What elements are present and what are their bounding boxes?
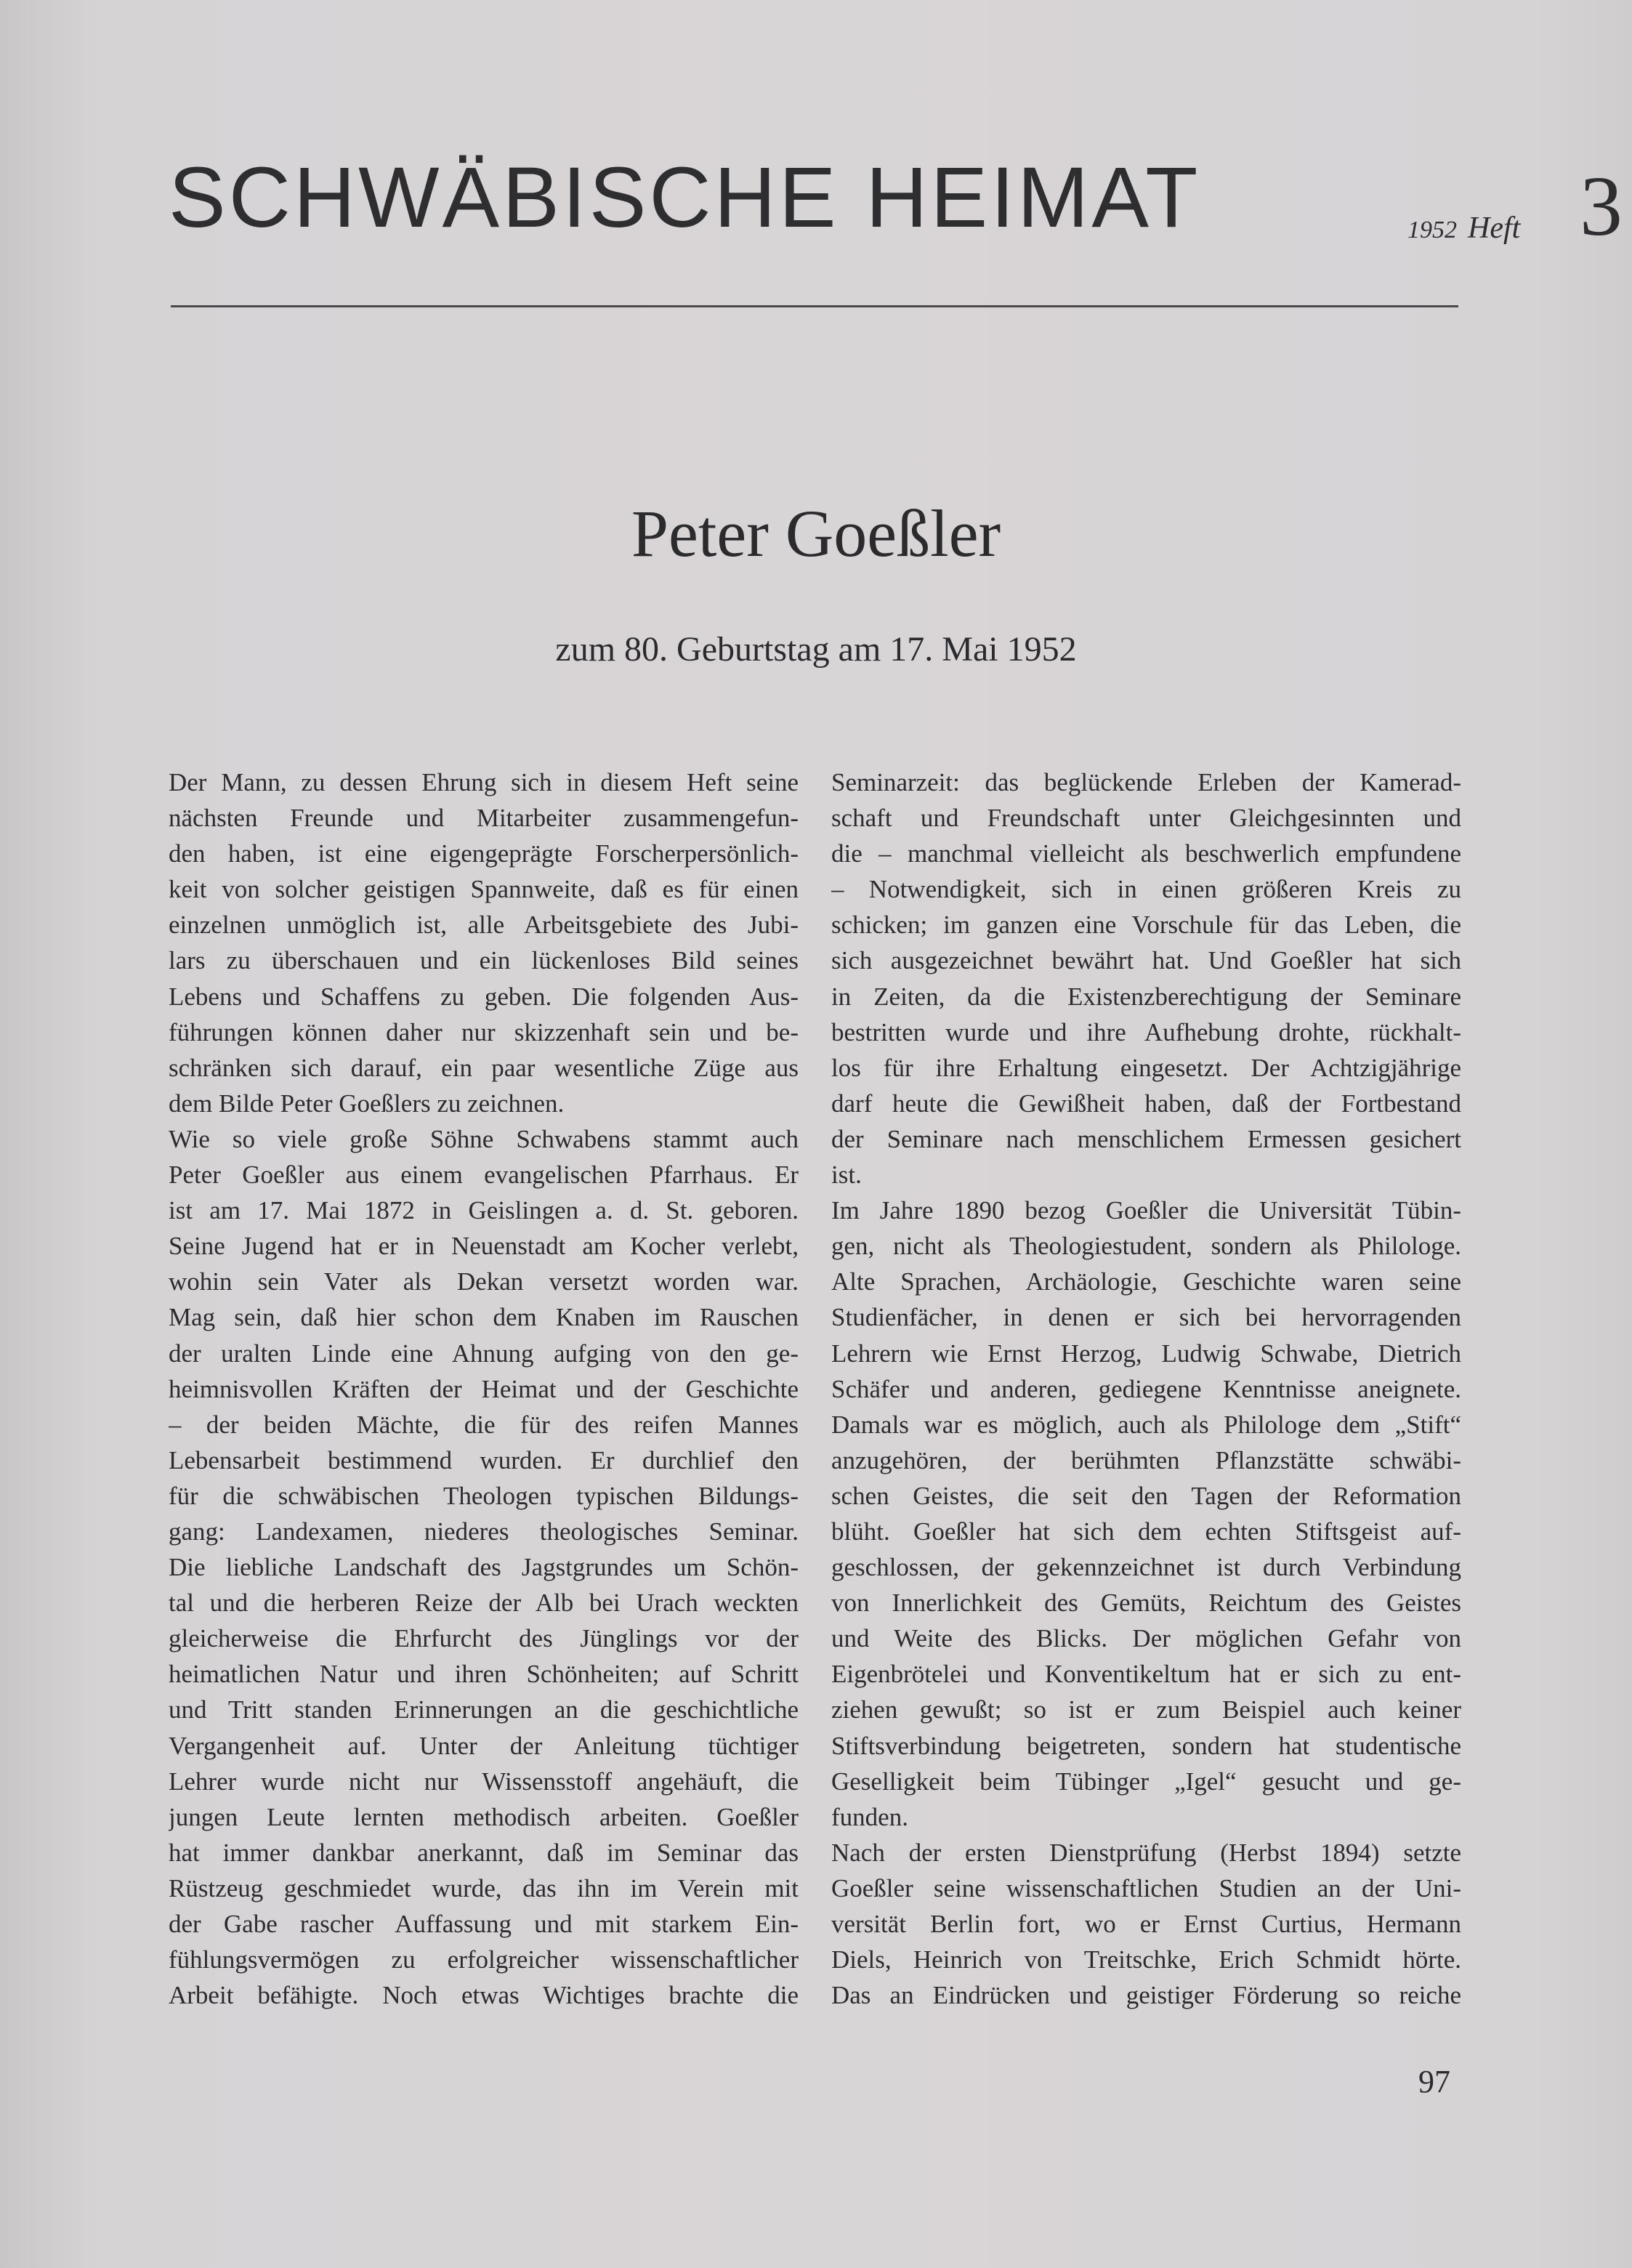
left-column-line: heimnisvollen Kräften der Heimat und der Geschichte [169, 1374, 799, 1403]
right-column-line: Seminarzeit: das beglückende Erleben der Kamerad- [831, 768, 1461, 796]
right-column-line: schen Geistes, die seit den Tagen der Reformation [831, 1481, 1461, 1510]
left-column-line: Vergangenheit auf. Unter der Anleitung tüchtiger [169, 1731, 799, 1760]
right-column-line: Geselligkeit beim Tübinger „Igel“ gesucht und ge- [831, 1767, 1461, 1796]
left-column-line: Arbeit befähigte. Noch etwas Wichtiges brachte die [169, 1981, 799, 2010]
right-column-line: schicken; im ganzen eine Vorschule für das Leben, die [831, 911, 1461, 940]
left-column-line: wohin sein Vater als Dekan versetzt worden war. [169, 1267, 799, 1296]
left-column-line: Lebensarbeit bestimmend wurden. Er durchlief den [169, 1445, 799, 1474]
left-column-line: jungen Leute lernten methodisch arbeiten. Goeßler [169, 1802, 799, 1831]
right-column-line: – Notwendigkeit, sich in einen größeren Kreis zu [831, 875, 1461, 904]
right-column-line: ist. [831, 1161, 862, 1190]
left-column-line: lars zu überschauen und ein lückenloses Bild seines [169, 946, 799, 975]
page-number: 97 [1418, 2064, 1450, 2099]
left-column-line: Der Mann, zu dessen Ehrung sich in diesem Heft seine [169, 768, 799, 796]
right-column-line: Das an Eindrücken und geistiger Förderung so reiche [831, 1981, 1461, 2010]
right-column-line: bestritten wurde und ihre Aufhebung drohte, rückhalt- [831, 1017, 1461, 1046]
masthead [169, 149, 1623, 265]
right-column [831, 764, 1461, 2013]
right-column-line: Studienfächer, in denen er sich bei hervorragenden [831, 1303, 1461, 1332]
left-column-line: gleicherweise die Ehrfurcht des Jünglings vor der [169, 1624, 799, 1653]
right-column-line: schaft und Freundschaft unter Gleichgesinnten und [831, 804, 1461, 833]
left-column-line: Rüstzeug geschmiedet wurde, das ihn im Verein mit [169, 1873, 799, 1902]
right-column-line: los für ihre Erhaltung eingesetzt. Der Achtzigjährige [831, 1053, 1461, 1082]
right-column-line: die – manchmal vielleicht als beschwerlich empfundene [831, 839, 1461, 868]
left-column [169, 764, 799, 2013]
right-column-line: darf heute die Gewißheit haben, daß der Fortbestand [831, 1089, 1461, 1118]
article-subtitle: zum 80. Geburtstag am 17. Mai 1952 [555, 630, 1077, 669]
right-column-line: Goeßler seine wissenschaftlichen Studien an der Uni- [831, 1873, 1461, 1902]
article-title: Peter Goeßler [631, 496, 1001, 570]
issue-year: 1952 [1407, 217, 1457, 243]
left-column-line: dem Bilde Peter Goeßlers zu zeichnen. [169, 1089, 565, 1118]
left-column-line: den haben, ist eine eigengeprägte Forscherpersönlich- [169, 839, 799, 868]
left-column-line: der Gabe rascher Auffassung und mit starkem Ein- [169, 1910, 799, 1938]
right-column-line: Im Jahre 1890 bezog Goeßler die Universität Tübin- [831, 1196, 1461, 1225]
left-column-line: Peter Goeßler aus einem evangelischen Pfarrhaus. Er [169, 1161, 799, 1190]
left-column-line: fühlungsvermögen zu erfolgreicher wissenschaftlicher [169, 1945, 799, 1974]
left-column-line: ist am 17. Mai 1872 in Geislingen a. d. St. geboren. [169, 1196, 799, 1225]
right-column-line: der Seminare nach menschlichem Ermessen gesichert [831, 1124, 1461, 1153]
right-column-line: Damals war es möglich, auch als Philologe dem „Stift“ [831, 1410, 1461, 1439]
right-column-line: versität Berlin fort, wo er Ernst Curtius, Hermann [831, 1910, 1461, 1938]
right-column-line: blüht. Goeßler hat sich dem echten Stiftsgeist auf- [831, 1517, 1461, 1546]
left-column-line: schränken sich darauf, ein paar wesentliche Züge aus [169, 1053, 799, 1082]
heft-label: Heft [1468, 211, 1521, 245]
header-rule [171, 305, 1458, 307]
left-column-line: und Tritt standen Erinnerungen an die geschichtliche [169, 1695, 799, 1724]
left-column-line: – der beiden Mächte, die für des reifen Mannes [169, 1410, 799, 1439]
left-column-line: nächsten Freunde und Mitarbeiter zusammengefun- [169, 804, 799, 833]
right-column-line: funden. [831, 1802, 908, 1831]
left-column-line: Lehrer wurde nicht nur Wissensstoff angehäuft, die [169, 1767, 799, 1796]
journal-title: SCHWÄBISCHE HEIMAT [169, 150, 1201, 246]
right-column-line: sich ausgezeichnet bewährt hat. Und Goeßler hat sich [831, 946, 1461, 975]
right-column-line: von Innerlichkeit des Gemüts, Reichtum des Geistes [831, 1589, 1461, 1618]
left-column-line: Lebens und Schaffens zu geben. Die folgenden Aus- [169, 982, 799, 1011]
right-column-line: geschlossen, der gekennzeichnet ist durch Verbindung [831, 1553, 1461, 1582]
left-column-line: Mag sein, daß hier schon dem Knaben im Rauschen [169, 1303, 799, 1332]
right-column-line: Stiftsverbindung beigetreten, sondern hat studentische [831, 1731, 1461, 1760]
right-column-line: Alte Sprachen, Archäologie, Geschichte waren seine [831, 1267, 1461, 1296]
left-column-line: für die schwäbischen Theologen typischen Bildungs- [169, 1481, 799, 1510]
right-column-line: Diels, Heinrich von Treitschke, Erich Schmidt hörte. [831, 1945, 1461, 1974]
left-column-line: Seine Jugend hat er in Neuenstadt am Kocher verlebt, [169, 1232, 799, 1261]
left-column-line: tal und die herberen Reize der Alb bei Urach weckten [169, 1589, 799, 1618]
left-column-line: Wie so viele große Söhne Schwabens stammt auch [169, 1124, 799, 1153]
left-column-line: der uralten Linde eine Ahnung aufging von den ge- [169, 1339, 799, 1368]
left-column-line: heimatlichen Natur und ihren Schönheiten; auf Schritt [169, 1660, 799, 1689]
right-column-line: Nach der ersten Dienstprüfung (Herbst 1894) setzte [831, 1838, 1461, 1867]
left-column-line: hat immer dankbar anerkannt, daß im Seminar das [169, 1838, 799, 1867]
left-column-line: keit von solcher geistigen Spannweite, daß es für einen [169, 875, 799, 904]
right-column-line: anzugehören, der berühmten Pflanzstätte schwäbi- [831, 1445, 1461, 1474]
left-column-line: einzelnen unmöglich ist, alle Arbeitsgebiete des Jubi- [169, 911, 799, 940]
left-column-line: Die liebliche Landschaft des Jagstgrundes um Schön- [169, 1553, 799, 1582]
left-column-line: gang: Landexamen, niederes theologisches Seminar. [169, 1517, 799, 1546]
right-column-line: Eigenbrötelei und Konventikeltum hat er sich zu ent- [831, 1660, 1461, 1689]
right-column-line: ziehen gewußt; so ist er zum Beispiel auch keiner [831, 1695, 1461, 1724]
issue-number: 3 [1580, 158, 1623, 254]
right-column-line: Schäfer und anderen, gediegene Kenntnisse aneignete. [831, 1374, 1461, 1403]
right-column-line: und Weite des Blicks. Der möglichen Gefahr von [831, 1624, 1461, 1653]
right-column-line: gen, nicht als Theologiestudent, sondern als Philologe. [831, 1232, 1461, 1261]
right-column-line: Lehrern wie Ernst Herzog, Ludwig Schwabe, Dietrich [831, 1339, 1461, 1368]
right-column-line: in Zeiten, da die Existenzberechtigung der Seminare [831, 982, 1461, 1011]
left-column-line: führungen können daher nur skizzenhaft sein und be- [169, 1017, 799, 1046]
